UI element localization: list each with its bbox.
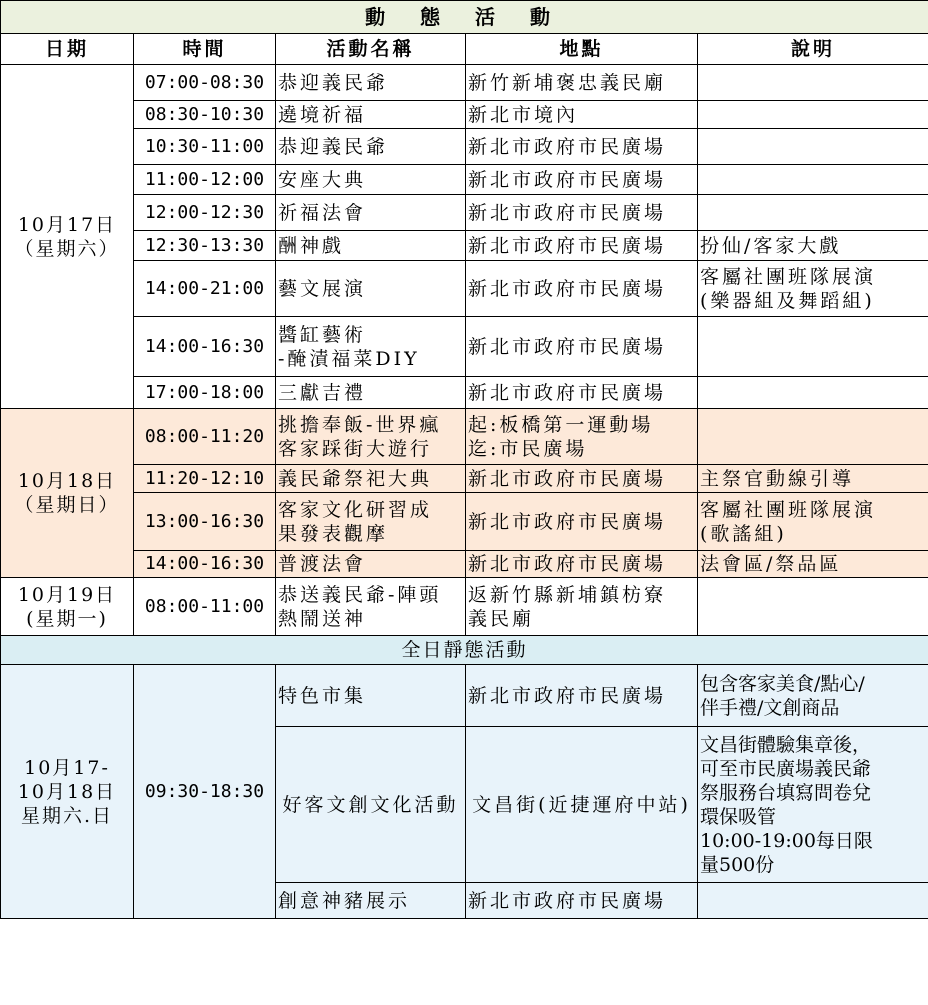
place-cell: 新北市政府市民廣場 [466,665,698,727]
time-cell: 07:00-08:30 [134,65,276,101]
time-cell: 13:00-16:30 [134,493,276,551]
place-cell: 新北市政府市民廣場 [466,883,698,919]
note-cell [698,101,928,129]
activity-name-cell: 酬神戲 [276,231,466,261]
time-cell: 12:30-13:30 [134,231,276,261]
time-cell: 11:00-12:00 [134,165,276,195]
activity-name-cell: 恭送義民爺-陣頭 熱鬧送神 [276,578,466,636]
note-cell [698,578,928,636]
static-section-title: 全日靜態活動 [1,636,928,665]
place-cell: 新北市政府市民廣場 [466,465,698,493]
note-cell [698,377,928,409]
activity-name-cell: 挑擔奉飯-世界瘋 客家踩街大遊行 [276,409,466,465]
activity-name-cell: 客家文化研習成 果發表觀摩 [276,493,466,551]
time-cell: 08:30-10:30 [134,101,276,129]
header-activity-name: 活動名稱 [276,34,466,65]
time-cell: 09:30-18:30 [134,665,276,919]
note-cell: 文昌街體驗集章後， 可至市民廣場義民爺 祭服務台填寫問卷兌 環保吸管 10:00-19:00每日限 量500份 [698,727,928,883]
header-place: 地點 [466,34,698,65]
table-row [1,493,928,551]
place-cell: 新北市政府市民廣場 [466,493,698,551]
note-cell [698,409,928,465]
activity-name-cell: 普渡法會 [276,551,466,578]
time-cell: 12:00-12:30 [134,195,276,231]
activity-name-cell: 遶境祈福 [276,101,466,129]
note-cell: 法會區/祭品區 [698,551,928,578]
note-cell [698,65,928,101]
place-cell: 新北市政府市民廣場 [466,231,698,261]
header-date: 日期 [1,34,134,65]
note-cell: 包含客家美食/點心/ 伴手禮/文創商品 [698,665,928,727]
table-row [1,665,928,727]
note-cell [698,129,928,165]
activity-name-cell: 特色市集 [276,665,466,727]
activity-name-cell: 恭迎義民爺 [276,129,466,165]
note-cell: 主祭官動線引導 [698,465,928,493]
place-cell: 新北市政府市民廣場 [466,195,698,231]
table-row [1,578,928,636]
activity-name-cell: 義民爺祭祀大典 [276,465,466,493]
place-cell: 起:板橋第一運動場 迄:市民廣場 [466,409,698,465]
note-cell [698,195,928,231]
time-cell: 10:30-11:00 [134,129,276,165]
table-row [1,165,928,195]
table-row [1,261,928,317]
time-cell: 08:00-11:20 [134,409,276,465]
activity-name-cell: 祈福法會 [276,195,466,231]
table-row [1,101,928,129]
note-cell [698,883,928,919]
activity-name-cell: 安座大典 [276,165,466,195]
place-cell: 文昌街(近捷運府中站) [466,727,698,883]
time-cell: 11:20-12:10 [134,465,276,493]
table-row [1,129,928,165]
date-cell-oct19: 10月19日 (星期一) [1,578,134,636]
time-cell: 17:00-18:00 [134,377,276,409]
table-row [1,465,928,493]
table-title: 動 態 活 動 [1,1,928,34]
table-row [1,317,928,377]
note-cell: 客屬社團班隊展演 (歌謠組) [698,493,928,551]
place-cell: 新北市政府市民廣場 [466,377,698,409]
place-cell: 新北市政府市民廣場 [466,165,698,195]
note-cell: 扮仙/客家大戲 [698,231,928,261]
place-cell: 新北市政府市民廣場 [466,129,698,165]
place-cell: 返新竹縣新埔鎮枋寮 義民廟 [466,578,698,636]
place-cell: 新北市政府市民廣場 [466,261,698,317]
time-cell: 14:00-16:30 [134,551,276,578]
note-cell [698,317,928,377]
table-row [1,195,928,231]
note-cell: 客屬社團班隊展演 (樂器組及舞蹈組) [698,261,928,317]
place-cell: 新北市政府市民廣場 [466,551,698,578]
activity-name-cell: 恭迎義民爺 [276,65,466,101]
note-cell [698,165,928,195]
table-row [1,231,928,261]
date-cell-oct17: 10月17日 （星期六） [1,65,134,409]
date-cell-oct18: 10月18日 （星期日） [1,409,134,578]
time-cell: 08:00-11:00 [134,578,276,636]
table-row [1,551,928,578]
place-cell: 新北市境內 [466,101,698,129]
date-cell-static: 10月17- 10月18日 星期六.日 [1,665,134,919]
table-row [1,65,928,101]
time-cell: 14:00-16:30 [134,317,276,377]
header-time: 時間 [134,34,276,65]
activity-name-cell: 藝文展演 [276,261,466,317]
activity-name-cell: 創意神豬展示 [276,883,466,919]
table-row [1,377,928,409]
activity-name-cell: 三獻吉禮 [276,377,466,409]
time-cell: 14:00-21:00 [134,261,276,317]
section-header-row [1,636,928,665]
place-cell: 新竹新埔褒忠義民廟 [466,65,698,101]
activity-name-cell: 好客文創文化活動 [276,727,466,883]
place-cell: 新北市政府市民廣場 [466,317,698,377]
header-note: 說明 [698,34,928,65]
activity-name-cell: 醬缸藝術 -醃漬福菜DIY [276,317,466,377]
table-row [1,409,928,465]
